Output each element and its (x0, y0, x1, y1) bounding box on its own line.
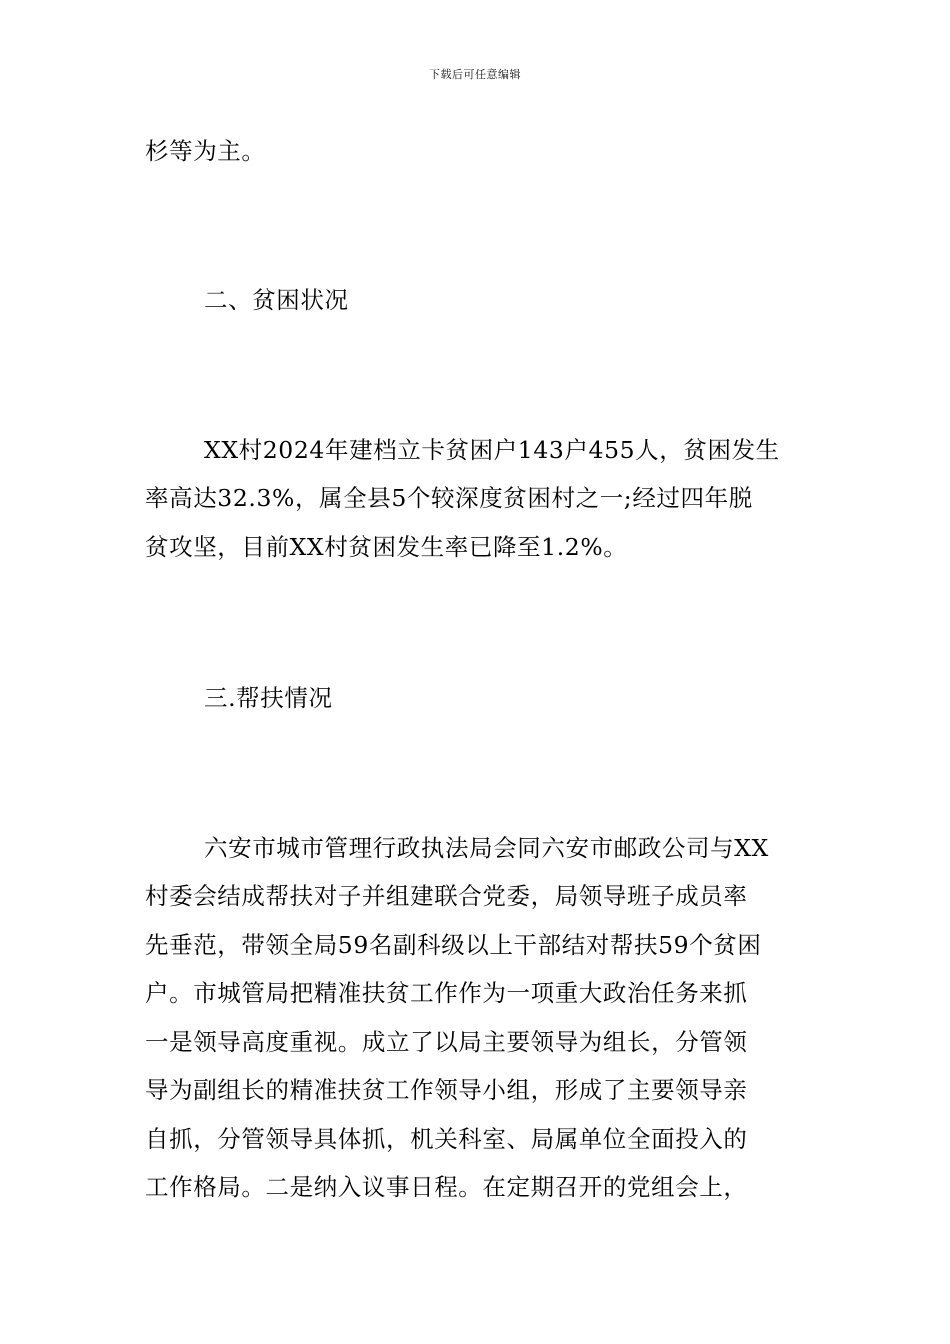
body-text-line: 贫攻坚，目前XX村贫困发生率已降至1.2%。 (145, 533, 628, 561)
section-heading: 三.帮扶情况 (204, 684, 333, 712)
body-text-line: 先垂范，带领全局59名副科级以上干部结对帮扶59个贫困 (145, 931, 762, 959)
body-text-line: 率高达32.3%，属全县5个较深度贫困村之一;经过四年脱 (145, 484, 753, 512)
body-text-line: 工作格局。二是纳入议事日程。在定期召开的党组会上， (145, 1173, 748, 1201)
section-heading: 二、贫困状况 (204, 286, 349, 314)
body-text-line: 村委会结成帮扶对子并组建联合党委，局领导班子成员率 (145, 882, 748, 910)
page-header: 下载后可任意编辑 (429, 68, 521, 81)
body-text-line: 六安市城市管理行政执法局会同六安市邮政公司与XX (204, 834, 769, 862)
body-text-line: 杉等为主。 (145, 137, 266, 165)
body-text-line: 户。市城管局把精准扶贫工作作为一项重大政治任务来抓 (145, 979, 748, 1007)
body-text-line: XX村2024年建档立卡贫困户143户455人，贫困发生 (204, 436, 780, 464)
body-text-line: 一是领导高度重视。成立了以局主要领导为组长，分管领 (145, 1028, 748, 1056)
body-text-line: 导为副组长的精准扶贫工作领导小组，形成了主要领导亲 (145, 1076, 748, 1104)
body-text-line: 自抓，分管领导具体抓，机关科室、局属单位全面投入的 (145, 1125, 748, 1153)
